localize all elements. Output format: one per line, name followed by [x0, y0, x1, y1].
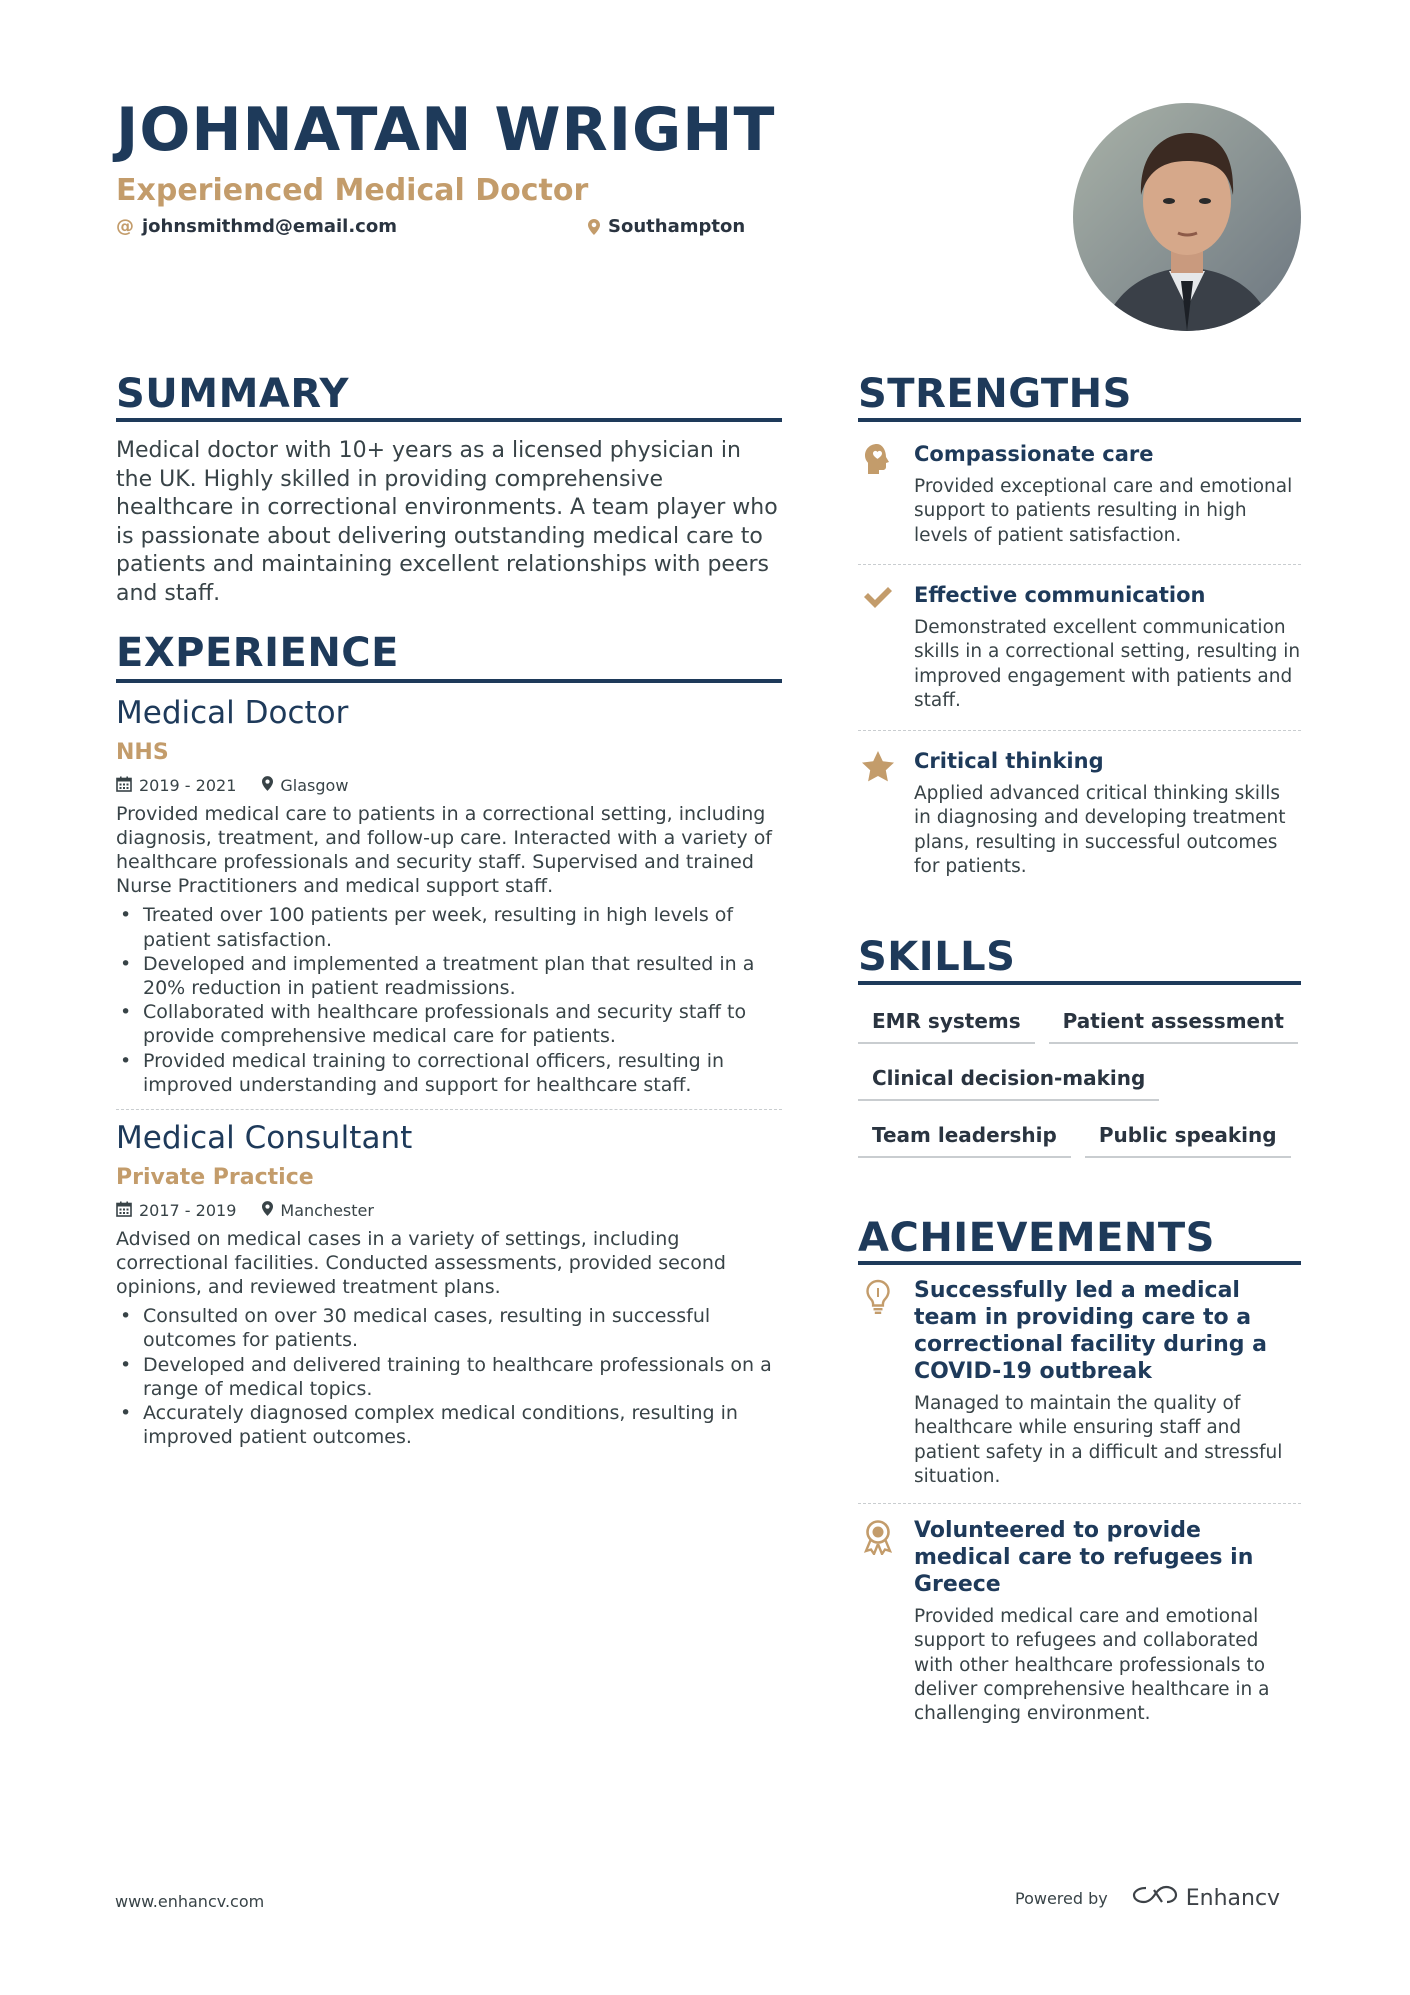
strength-item: [858, 582, 1301, 713]
skill-tag: Public speaking: [1085, 1117, 1291, 1158]
location-pin-icon: [588, 219, 600, 235]
enhancv-logo-icon: [1132, 1884, 1178, 1912]
email-text: johnsmithmd@email.com: [142, 216, 397, 237]
job-bullet: • Developed and implemented a treatment plan that resulted in a 20% reduction in patient readmissions.: [116, 952, 782, 1000]
strength-text: Applied advanced critical thinking skills in diagnosing and developing treatment plans, resulting in successful outcomes for patients.: [914, 783, 1286, 877]
skill-tag: Team leadership: [858, 1117, 1071, 1158]
experience-heading: EXPERIENCE: [116, 630, 399, 676]
location-text: Southampton: [608, 216, 746, 237]
medal-icon: [858, 1517, 898, 1726]
calendar-icon: [116, 776, 132, 796]
job-divider: [116, 1109, 782, 1110]
strength-title: Compassionate care: [914, 442, 1154, 466]
achievement-divider: [858, 1503, 1301, 1504]
head-heart-icon: [858, 441, 898, 548]
skills-heading: SKILLS: [858, 934, 1016, 980]
achievement-text: Managed to maintain the quality of healthcare while ensuring staff and patient safety in a difficult and stressful situation.: [914, 1393, 1283, 1487]
job-dates: 2019 - 2021: [139, 776, 237, 796]
contact-location: [588, 218, 745, 236]
resume-title: Experienced Medical Doctor: [116, 173, 589, 208]
strength-item: [858, 748, 1301, 879]
resume-name: JOHNATAN WRIGHT: [116, 95, 776, 165]
job-location: Manchester: [280, 1201, 374, 1221]
summary-text: Medical doctor with 10+ years as a licensed physician in the UK. Highly skilled in providing comprehensive healthcare in correctional environments. A team player who is passionate about delivering outstanding medical care to patients and maintaining excellent relationships with peers and staff.: [116, 438, 778, 606]
job-company: Private Practice: [116, 1165, 314, 1191]
job-title: Medical Doctor: [116, 695, 349, 731]
strength-title: Effective communication: [914, 583, 1206, 607]
contact-email[interactable]: [116, 218, 397, 236]
experience-rule: [116, 679, 782, 683]
strength-text: Demonstrated excellent communication skills in a correctional setting, resulting in improved engagement with patients and staff.: [914, 617, 1301, 711]
location-pin-icon: [262, 776, 273, 795]
skill-tag: EMR systems: [858, 1003, 1035, 1044]
job-description: Provided medical care to patients in a correctional setting, including diagnosis, treatment, and follow-up care. Interacted with a variety of healthcare professionals and security staff. Supervised and trained Nurse Practitioners and medical support staff.: [116, 802, 773, 898]
job-meta: [116, 776, 782, 796]
job-bullet: • Provided medical training to correctional officers, resulting in improved understanding and support for healthcare staff.: [116, 1049, 782, 1097]
achievements-heading: ACHIEVEMENTS: [858, 1215, 1215, 1261]
job-dates: 2017 - 2019: [139, 1201, 237, 1221]
job-bullets: [116, 903, 782, 1097]
job-meta: [116, 1201, 782, 1221]
job-company: NHS: [116, 740, 169, 766]
strength-divider: [858, 730, 1301, 731]
skills-list: [858, 1003, 1301, 1158]
achievement-title: Successfully led a medical team in providing care to a correctional facility during a COVID-19 outbreak: [914, 1278, 1268, 1384]
at-icon: @: [116, 216, 134, 237]
strength-divider: [858, 564, 1301, 565]
location-pin-icon: [262, 1201, 273, 1220]
footer-website[interactable]: www.enhancv.com: [115, 1892, 265, 1911]
job-description: Advised on medical cases in a variety of settings, including correctional facilities. Conducted assessments, provided second opinions, and reviewed treatment plans.: [116, 1227, 726, 1298]
strength-item: [858, 441, 1301, 548]
summary-rule: [116, 418, 782, 422]
job-title: Medical Consultant: [116, 1120, 413, 1156]
job-entry: [116, 1120, 782, 1449]
job-location: Glasgow: [280, 776, 349, 796]
skill-tag: Clinical decision-making: [858, 1060, 1159, 1101]
job-bullet: • Collaborated with healthcare professionals and security staff to provide comprehensive medical care for patients.: [116, 1000, 782, 1048]
lightbulb-icon: [858, 1277, 898, 1489]
achievement-item: [858, 1517, 1301, 1726]
job-bullet: • Consulted on over 30 medical cases, resulting in successful outcomes for patients.: [116, 1304, 782, 1352]
achievement-text: Provided medical care and emotional support to refugees and collaborated with other healthcare professionals to deliver comprehensive healthcare in a challenging environment.: [914, 1606, 1270, 1725]
enhancv-logo: [1132, 1884, 1280, 1912]
strengths-rule: [858, 418, 1301, 422]
skills-rule: [858, 981, 1301, 985]
job-entry: [116, 695, 782, 1097]
job-bullet: • Treated over 100 patients per week, resulting in high levels of patient satisfaction.: [116, 903, 782, 951]
achievement-title: Volunteered to provide medical care to refugees in Greece: [914, 1518, 1254, 1597]
strength-text: Provided exceptional care and emotional support to patients resulting in high levels of patient satisfaction.: [914, 476, 1293, 546]
job-bullets: [116, 1304, 782, 1449]
job-bullet: • Developed and delivered training to healthcare professionals on a range of medical topics.: [116, 1353, 782, 1401]
strengths-heading: STRENGTHS: [858, 371, 1132, 417]
skill-tag: Patient assessment: [1049, 1003, 1298, 1044]
calendar-icon: [116, 1201, 132, 1221]
footer-branding[interactable]: [1015, 1884, 1280, 1912]
summary-heading: SUMMARY: [116, 371, 349, 417]
brand-name: Enhancv: [1185, 1885, 1281, 1911]
checkmark-icon: [858, 582, 898, 713]
profile-photo: [1073, 103, 1301, 331]
job-bullet: • Accurately diagnosed complex medical conditions, resulting in improved patient outcomes.: [116, 1401, 782, 1449]
star-icon: [858, 748, 898, 879]
achievements-rule: [858, 1261, 1301, 1265]
powered-by-label: Powered by: [1015, 1888, 1108, 1908]
achievement-item: [858, 1277, 1301, 1489]
strength-title: Critical thinking: [914, 749, 1104, 773]
